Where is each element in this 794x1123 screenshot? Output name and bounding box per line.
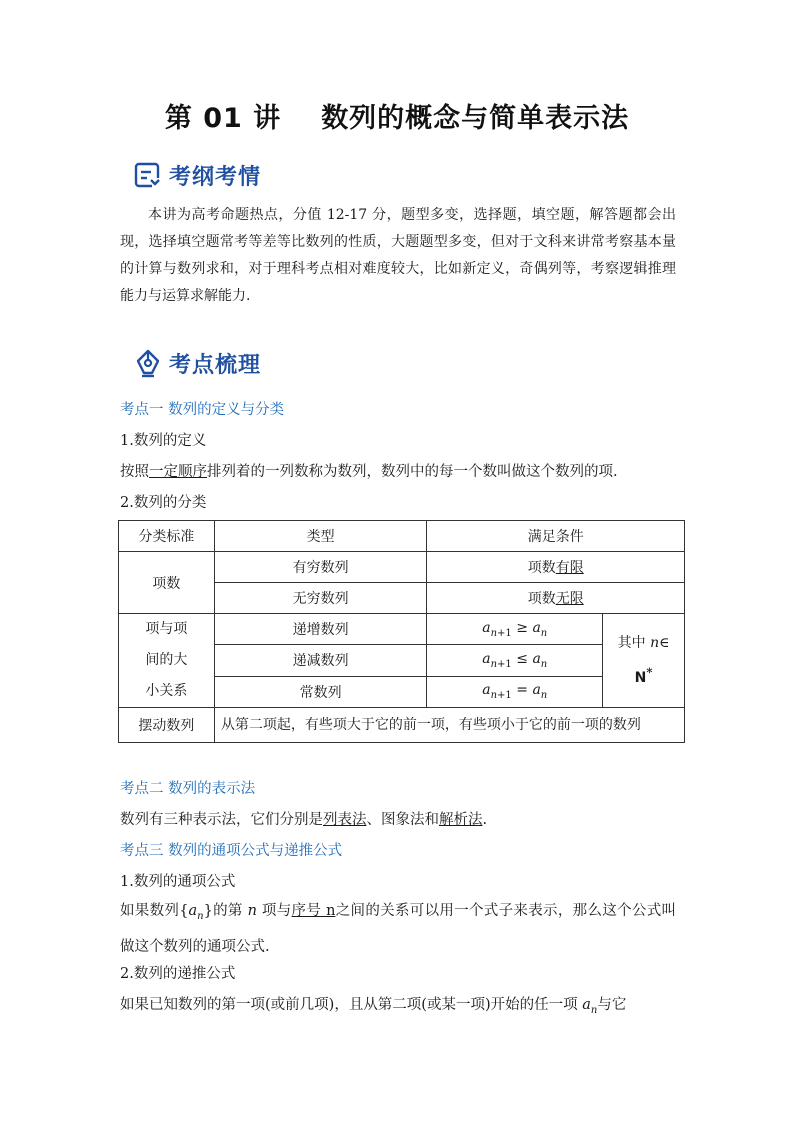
table-header: 类型 xyxy=(214,521,427,552)
point3-paragraph1: 如果数列$\{a_n\}$的第 n 项与序号 n之间的关系可以用一个式子来表示，那么这个公式叫做这个数列的通项公式. xyxy=(120,903,677,955)
type-cell: 常数列 xyxy=(214,676,427,707)
table-header: 满足条件 xyxy=(427,521,685,552)
condition-cell: 项数有限 xyxy=(427,552,685,583)
description-cell: 从第二项起，有些项大于它的前一项，有些项小于它的前一项的数列 xyxy=(214,708,684,743)
point1-heading: 考点一 数列的定义与分类 xyxy=(120,402,285,418)
type-cell: 有穷数列 xyxy=(214,552,427,583)
table-header: 分类标准 xyxy=(119,521,215,552)
type-cell: 递增数列 xyxy=(214,614,427,645)
classification-table xyxy=(118,520,685,743)
section-heading-kaodian xyxy=(133,346,261,380)
lecture-number: 第 01 讲 xyxy=(164,103,282,134)
point1-definition: 按照一定顺序排列着的一列数称为数列，数列中的每一个数叫做这个数列的项. xyxy=(120,464,618,480)
table-row xyxy=(119,614,685,645)
document-list-icon xyxy=(133,160,163,190)
condition-formula: $a_{n+1} \le a_n$ xyxy=(427,645,603,676)
type-cell: 递减数列 xyxy=(214,645,427,676)
type-cell: 无穷数列 xyxy=(214,583,427,614)
underlined-term: 一定顺序 xyxy=(149,464,207,480)
condition-cell: 项数无限 xyxy=(427,583,685,614)
category-label: 项与项 间的大 小关系 xyxy=(119,614,215,708)
point1-sub1: 1.数列的定义 xyxy=(120,433,207,449)
table-header-row xyxy=(119,521,685,552)
point3-sub2: 2.数列的递推公式 xyxy=(120,966,236,982)
category-label: 项数 xyxy=(119,552,215,614)
condition-formula: $a_{n+1} \ge a_n$ xyxy=(427,614,603,645)
section-heading-kaogang xyxy=(133,158,261,192)
point3-sub1: 1.数列的通项公式 xyxy=(120,874,236,890)
table-row xyxy=(119,708,685,743)
intro-paragraph: 本讲为高考命题热点，分值 12-17 分，题型多变，选择题，填空题，解答题都会出现，选择填空题常考等差等比数列的性质，大题题型多变，但对于文科来讲常考察基本量的计算与数列求和，对于理科考点相对难度较大，比如新定义，奇偶列等，考察逻辑推理能力与运算求解能力. xyxy=(120,207,676,304)
pen-nib-icon xyxy=(133,348,163,378)
domain-note: 其中 n∈ N* xyxy=(603,614,685,708)
section-heading-text: 考纲考情 xyxy=(169,164,262,190)
category-label: 摆动数列 xyxy=(119,708,215,743)
condition-formula: $a_{n+1} = a_n$ xyxy=(427,676,603,707)
point2-text: 数列有三种表示法，它们分别是列表法、图象法和解析法. xyxy=(120,812,488,828)
point2-heading: 考点二 数列的表示法 xyxy=(120,781,256,797)
point1-sub2: 2.数列的分类 xyxy=(120,495,207,511)
point3-heading: 考点三 数列的通项公式与递推公式 xyxy=(120,843,343,859)
table-row xyxy=(119,552,685,583)
section-heading-text: 考点梳理 xyxy=(169,352,262,378)
lecture-title: 数列的概念与简单表示法 xyxy=(321,103,630,134)
page-title xyxy=(0,96,794,135)
point3-paragraph2: 如果已知数列的第一项(或前几项)，且从第二项(或某一项)开始的任一项 $a_n$与它 xyxy=(120,997,627,1016)
